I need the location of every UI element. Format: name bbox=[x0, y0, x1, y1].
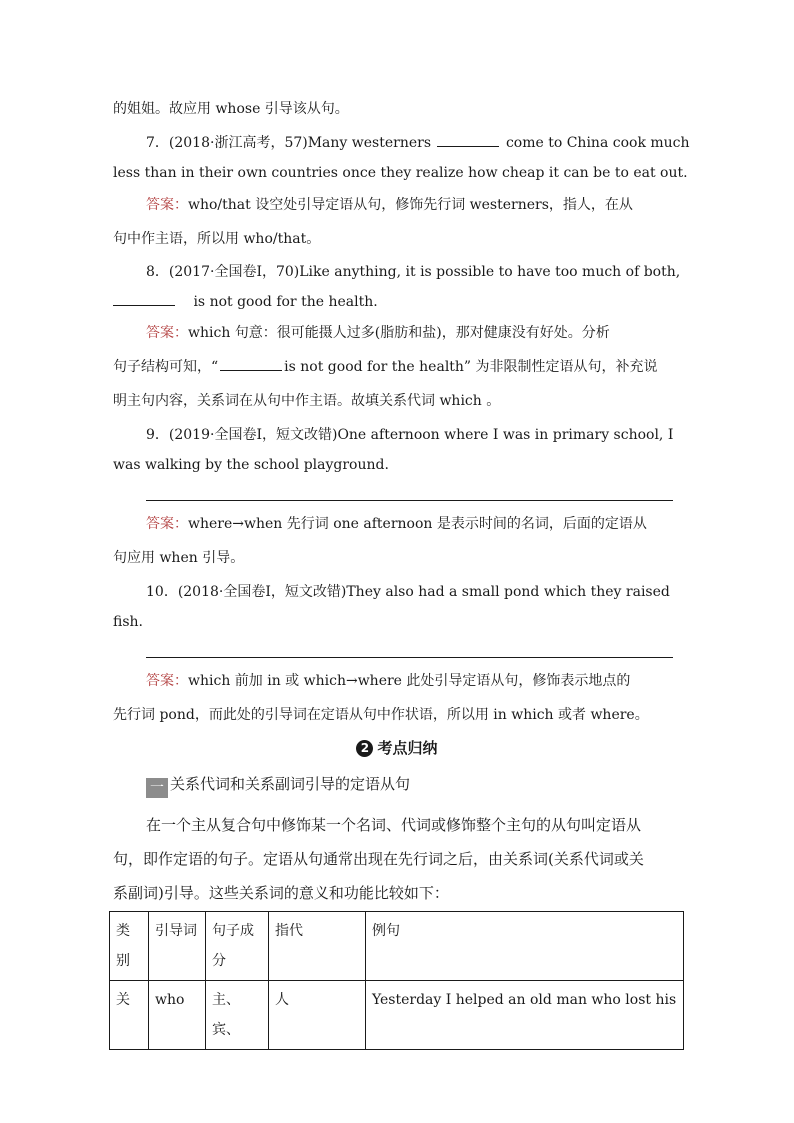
answer-10-text: which 前加 in 或 which→where 此处引导定语从句，修饰表示地点的 bbox=[188, 673, 631, 689]
answer-blank bbox=[220, 357, 282, 371]
subsection-title: 关系代词和关系副词引导的定语从句 bbox=[170, 775, 411, 793]
question-7-line-2: less than in their own countries once they realize how cheap it can be to eat out. bbox=[113, 165, 688, 181]
answer-9-line-2: 句应用 when 引导。 bbox=[113, 550, 245, 566]
answer-8-text-pre: 句子结构可知，“ bbox=[113, 359, 219, 375]
question-8-text: is not good for the health. bbox=[193, 294, 378, 310]
answer-line bbox=[146, 500, 673, 501]
header-sentence-part: 句子成分 bbox=[206, 912, 269, 981]
answer-label: 答案： bbox=[146, 325, 188, 341]
cell-refers-to: 人 bbox=[269, 981, 366, 1050]
section-number-badge: 2 bbox=[356, 740, 373, 757]
intro-line-3: 系副词)引导。这些关系词的意义和功能比较如下： bbox=[113, 884, 449, 902]
header-refers-to: 指代 bbox=[269, 912, 366, 981]
header-relative-word: 引导词 bbox=[149, 912, 206, 981]
question-7-text: 7．(2018·浙江高考，57)Many westerners bbox=[146, 135, 432, 151]
header-example: 例句 bbox=[366, 912, 684, 981]
section-heading bbox=[0, 737, 794, 758]
cell-sentence-part: 主、宾、 bbox=[206, 981, 269, 1050]
line-1: 的姐姐。故应用 whose 引导该从句。 bbox=[113, 101, 349, 117]
question-8-line-2 bbox=[113, 292, 681, 312]
section-title: 考点归纳 bbox=[377, 739, 438, 757]
comparison-table bbox=[109, 911, 684, 1050]
question-8-line-1: 8．(2017·全国卷Ⅰ，70)Like anything, it is possible to have too much of both, bbox=[146, 264, 681, 280]
answer-7-text: who/that 设空处引导定语从句，修饰先行词 westerners，指人，在从 bbox=[188, 197, 633, 213]
answer-line bbox=[146, 657, 673, 658]
table-row bbox=[110, 981, 684, 1050]
answer-label: 答案： bbox=[146, 673, 188, 689]
intro-line-1: 在一个主从复合句中修饰某一个名词、代词或修饰整个主句的从句叫定语从 bbox=[146, 816, 642, 834]
answer-blank bbox=[113, 292, 175, 306]
answer-label: 答案： bbox=[146, 516, 188, 532]
answer-7-line-2: 句中作主语，所以用 who/that。 bbox=[113, 231, 321, 247]
cell-relative-word: who bbox=[149, 981, 206, 1050]
question-9-line-1: 9．(2019·全国卷Ⅰ，短文改错)One afternoon where I was in primary school, I bbox=[146, 427, 674, 443]
answer-8-line-2 bbox=[113, 357, 681, 377]
answer-label: 答案： bbox=[146, 197, 188, 213]
answer-10-line-1 bbox=[146, 671, 681, 691]
cell-category: 关 bbox=[110, 981, 149, 1050]
cell-example: Yesterday I helped an old man who lost his bbox=[366, 981, 684, 1050]
answer-10-line-2: 先行词 pond，而此处的引导词在定语从句中作状语，所以用 in which 或者 where。 bbox=[113, 707, 649, 723]
question-10-line-2: fish. bbox=[113, 614, 143, 630]
answer-9-text: where→when 先行词 one afternoon 是表示时间的名词，后面的定语从 bbox=[188, 516, 647, 532]
header-category: 类别 bbox=[110, 912, 149, 981]
subsection-marker: 一 bbox=[146, 778, 168, 798]
question-7-line-1 bbox=[146, 133, 690, 153]
question-7-text-cont: come to China cook much bbox=[505, 135, 690, 151]
answer-9-line-1 bbox=[146, 514, 681, 534]
answer-8-text-post: is not good for the health” 为非限制性定语从句，补充说 bbox=[284, 359, 658, 375]
answer-8-line-3: 明主句内容，关系词在从句中作主语。故填关系代词 which 。 bbox=[113, 393, 501, 409]
answer-blank bbox=[437, 133, 499, 147]
intro-line-2: 句，即作定语的句子。定语从句通常出现在先行词之后，由关系词(关系代词或关 bbox=[113, 850, 644, 868]
answer-7-line-1 bbox=[146, 195, 681, 215]
table-header-row bbox=[110, 912, 684, 981]
answer-8-line-1 bbox=[146, 323, 681, 343]
subsection-heading bbox=[146, 773, 410, 798]
question-9-line-2: was walking by the school playground. bbox=[113, 457, 389, 473]
answer-8-text: which 句意：很可能摄人过多(脂肪和盐)，那对健康没有好处。分析 bbox=[188, 325, 610, 341]
question-10-line-1: 10．(2018·全国卷Ⅰ，短文改错)They also had a small pond which they raised bbox=[146, 584, 670, 600]
